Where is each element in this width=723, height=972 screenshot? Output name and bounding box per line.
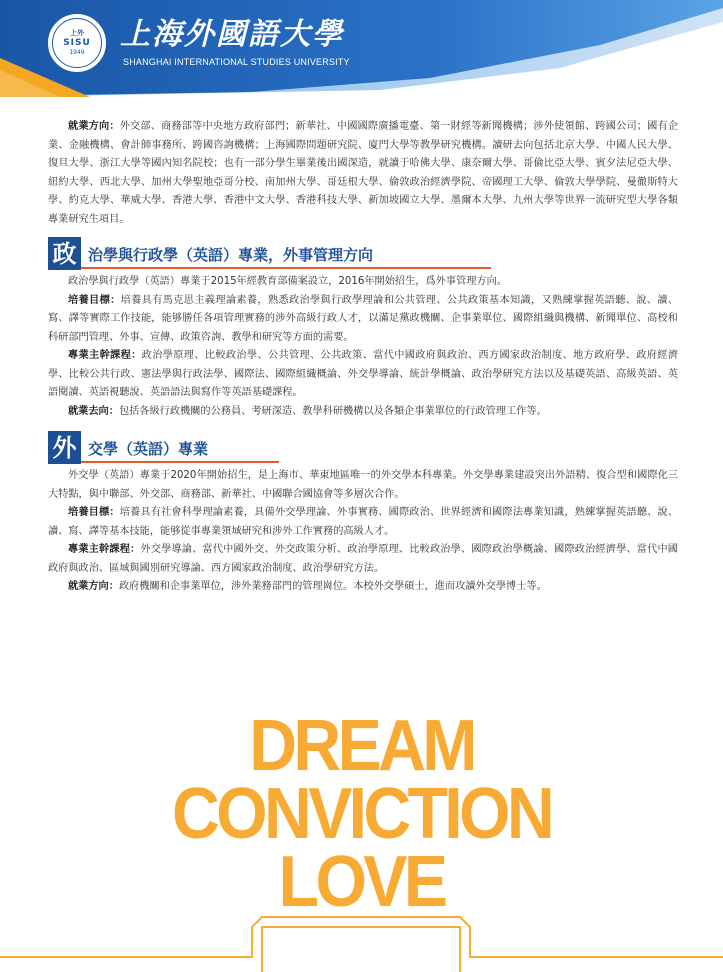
university-logo xyxy=(46,12,108,74)
section-badge: 外 xyxy=(48,431,81,464)
section-paragraph xyxy=(48,578,678,597)
university-name-en: SHANGHAI INTERNATIONAL STUDIES UNIVERSITY xyxy=(123,57,350,67)
section-paragraph xyxy=(48,541,678,578)
university-name-cn: 上海外國語大學 xyxy=(120,17,344,52)
section-paragraph xyxy=(48,467,678,504)
intro-employment-paragraph xyxy=(48,118,678,229)
header-banner-graphic xyxy=(0,0,723,97)
section-paragraph xyxy=(48,292,678,348)
para-text: 外交部、商務部等中央地方政府部門；新華社、中國國際廣播電臺、第一財經等新聞機構；涉外使領館、跨國公司；國有企業、金融機構、會計師事務所、跨國咨詢機構；上海國際問題研究院、廈門大學等教學研究機構。讀研去向包括北京大學、中國人民大學、復旦大學、浙江大學等國內知名院校；也有一部分學生畢業後出國深造，就讀于哈佛大學、康奈爾大學、哥倫比亞大學、賓夕法尼亞大學、紐約大學、西北大學、加州大學聖地亞哥分校、南加州大學、哥廷根大學、倫敦政治經濟學院、帝國理工大學、倫敦大學學院、曼徹斯特大學、約克大學、華威大學、香港大學、香港中文大學、香港科技大學、新加坡國立大學、墨爾本大學、九州大學等世界一流研究型大學各類專業研究生項目。 xyxy=(48,121,679,225)
section-badge: 政 xyxy=(48,237,81,270)
page-header xyxy=(0,0,723,97)
section-heading-diplomacy xyxy=(48,431,678,467)
page-content xyxy=(48,118,678,597)
section-underline xyxy=(81,267,491,269)
para-label: 就業去向： xyxy=(68,405,119,417)
para-text: 包括各級行政機關的公務員、考研深造、教學科研機構以及各類企事業單位的行政管理工作等。 xyxy=(118,405,547,417)
slogan-block xyxy=(0,706,723,922)
section-title: 交學（英語）專業 xyxy=(88,440,209,458)
logo-top-text: 上外 xyxy=(70,29,84,37)
para-text: 外交學（英語）專業于2020年開始招生，是上海市、華東地區唯一的外交學本科專業。外交學專業建設突出外語精、復合型和國際化三大特點，與中聯部、外交部、商務部、新華社、中國聯合國協會等多層次合作。 xyxy=(48,470,678,500)
para-label: 專業主幹課程： xyxy=(68,544,141,555)
section-paragraph xyxy=(48,403,678,422)
para-text: 培養具有社會科學理論素養，具備外交學理論、外事實務、國際政治、世界經濟和國際法專業知識，熟練掌握英語聽、說、讀、寫、譯等基本技能，能够從事專業領域研究和涉外工作實務的高級人才。 xyxy=(48,507,679,537)
para-label: 培養目標： xyxy=(68,294,121,306)
section-title: 治學與行政學（英語）專業，外事管理方向 xyxy=(88,246,374,264)
slogan-conviction: CONVICTION xyxy=(171,774,552,854)
slogan-dream: DREAM xyxy=(249,706,474,786)
slogan-love: LOVE xyxy=(278,842,445,922)
section-paragraph xyxy=(48,347,678,403)
section-heading-politics xyxy=(48,237,678,273)
para-text: 政治學原理、比較政治學、公共管理、公共政策、當代中國政府與政治、西方國家政治制度、地方政府學、政府經濟學、比較公共行政、憲法學與行政法學、國際法、國際組織概論、外交學導論、統計學概論、政治學研究方法以及基礎英語、高級英語、英語閱讀、英語視聽說、英語語法與寫作等英語基礎課程。 xyxy=(48,350,679,398)
para-text: 政府機關和企事業單位，涉外業務部門的管理崗位。本校外交學碩士，進而攻讀外交學博士等。 xyxy=(118,581,547,592)
logo-year: 1949 xyxy=(69,49,85,56)
para-label: 專業主幹課程： xyxy=(68,350,142,361)
section-paragraph xyxy=(48,504,678,541)
bottom-decoration xyxy=(0,905,723,972)
para-label: 就業方向： xyxy=(68,121,120,132)
para-text: 外交學導論、當代中國外交、外交政策分析、政治學原理、比較政治學、國際政治學概論、國際政治經濟學、當代中國政府與政治、區域與國別研究導論、西方國家政治制度、政治學研究方法。 xyxy=(48,544,678,574)
para-label: 培養目標： xyxy=(68,507,120,518)
para-label: 就業方向： xyxy=(68,581,119,592)
para-text: 政治學與行政學（英語）專業于2015年經教育部備案設立，2016年開始招生，爲外事管理方向。 xyxy=(68,276,507,287)
section-paragraph xyxy=(48,273,678,292)
para-text: 培養具有馬克思主義理論素養，熟悉政治學與行政學理論和公共管理、公共政策基本知識，又熟練掌握英語聽、說、讀、寫、譯等實際工作技能，能够勝任各項管理實務的涉外高級行政人才，以滿足黨政機關、企事業單位、國際組織與機構、新聞單位、高校和科研部門管理、外事、宣傳、政策咨詢、教學和研究等方面的需要。 xyxy=(48,294,679,343)
logo-sisu-text: SISU xyxy=(63,38,91,48)
section-underline xyxy=(81,461,279,463)
